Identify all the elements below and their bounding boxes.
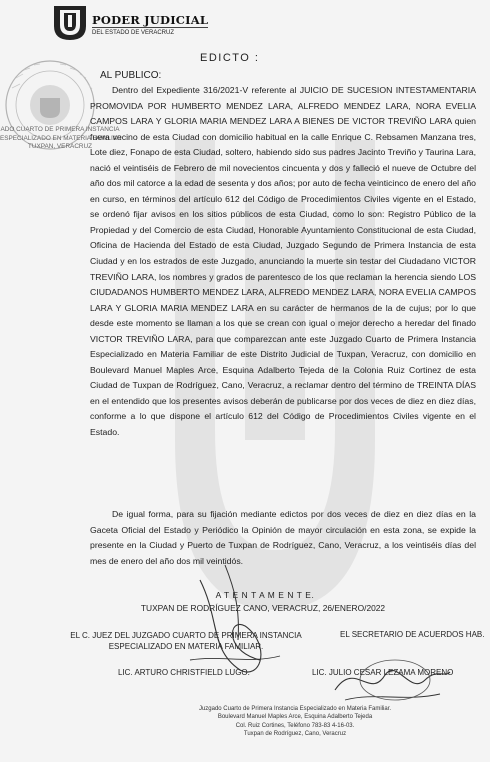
brand-block <box>92 14 208 37</box>
publication-paragraph: De igual forma, para su fijación mediante edictos por dos veces de diez en diez días en la Gaceta Oficial del Estado y Periódico la Opinión de mayor circulación en esta zona, se expide la presente en la Ciudad y Puerto de Tuxpan de Rodríguez, Cano, Veracruz, a los veintiséis días del mes de enero del año dos mil veintidós. <box>90 509 476 566</box>
footer-line: Juzgado Cuarto de Primera Instancia Especializado en Materia Familiar. <box>198 706 392 712</box>
closing-salutation: A T E N T A M E N T E. <box>215 590 315 600</box>
stamp-line: TUXPAN, VERACRUZ <box>27 143 93 150</box>
brand-title: PODER JUDICIAL <box>92 13 209 27</box>
judge-title-line: ESPECIALIZADO EN MATERIA FAMILIAR. <box>108 642 264 651</box>
stamp-line: ADO CUARTO DE PRIMERA INSTANCIA <box>0 126 120 133</box>
footer-line: Col. Ruiz Cortines, Teléfono 783-83 4-16-03. <box>235 722 355 729</box>
judge-name: LIC. ARTURO CHRISTFIELD LUGO. <box>118 668 250 677</box>
salutation: AL PUBLICO: <box>100 70 162 81</box>
main-paragraph: Dentro del Expediente 316/2021-V referente al JUICIO DE SUCESION INTESTAMENTARIA PROMOVIDA POR HUMBERTO MENDEZ LARA, ALFREDO MENDEZ LARA, NORA EVELIA CAMPOS LARA Y GLORIA MARIA MENDEZ LARA A BIENES DE VICTOR TREVIÑO LARA quien fuera vecino de esta Ciudad con domicilio habitual en la calle Enrique C. Rebsamen Manzana tres, Lote diez, Fonapo de esta Ciudad, soltero, habiendo sido sus padres Jacinto Treviño y Taurina Lara, nació el veintiséis de Febrero de mil novecientos cincuenta y dos y falleció el nueve de Octubre del año dos mil catorce a la edad de sesenta y dos años; por auto de fecha veinticinco de enero del año en curso, en términos del artículo 612 del Código de Procedimientos Civiles vigente en el Estado, se ordenó fijar avisos en los sitios públicos de esta Ciudad, como lo son: Registro Público de la Propiedad y del Comercio de esta Ciudad, Honorable Ayuntamiento Constitucional de esta Ciudad, Oficina de Hacienda del Estado de esta Ciudad, Juzgado Segundo de Primera Instancia de esta Ciudad y en los estrados de este Juzgado, anunciando la muerte sin testar del Ciudadano VICTOR TREVIÑO LARA, los nombres y grados de parentesco de los que reclaman la herencia siendo LOS CIUDADANOS HUMBERTO MENDEZ LARA, ALFREDO MENDEZ LARA, NORA EVELIA CAMPOS LARA Y GLORIA MARIA MENDEZ LARA en su carácter de hermanos de la de cujus; por lo que desde este momento se llaman a los que se crean con igual o mejor derecho a heredar del finado VICTOR TREVIÑO LARA, para que comparezcan ante este Juzgado Cuarto de Primera Instancia Especializado en Materia Familiar de este Distrito Judicial de Tuxpan, Veracruz, con domicilio en Boulevard Manuel Maples Arce, Esquina Adalberto Tejeda de la Colonia Ruiz Cortinez de esta Ciudad de Tuxpan de Rodríguez, Cano, Veracruz, a reclamar dentro del término de TREINTA DÍAS en el entendido que los presentes avisos deberán de publicarse por dos veces de diez en diez días, conforme a lo que dispone el artículo 612 del Código de Procedimientos Civiles vigente en el Estado. <box>90 85 476 438</box>
footer-line: Boulevard Manuel Maples Arce, Esquina Adalberto Tejeda <box>217 714 373 721</box>
footer-address <box>165 705 425 738</box>
judge-title-line: EL C. JUEZ DEL JUZGADO CUARTO DE PRIMERA INSTANCIA <box>70 631 302 640</box>
secretary-signature <box>325 650 455 710</box>
secretary-name: LIC. JULIO CESAR LEZAMA MORENO <box>312 668 454 677</box>
brand-subtitle: DEL ESTADO DE VERACRUZ <box>92 27 208 37</box>
stamp-line: ESPECIALIZADO EN MATERIA FAMILIAR <box>0 134 122 142</box>
secretary-title: EL SECRETARIO DE ACUERDOS HAB. <box>340 630 485 639</box>
place-and-date: TUXPAN DE RODRÍGUEZ CANO, VERACRUZ, 26/ENERO/2022 <box>140 603 386 613</box>
footer-line: Tuxpan de Rodríguez, Cano, Veracruz <box>243 730 347 737</box>
judiciary-logo-icon <box>52 4 88 42</box>
document-heading: EDICTO : <box>200 52 260 64</box>
